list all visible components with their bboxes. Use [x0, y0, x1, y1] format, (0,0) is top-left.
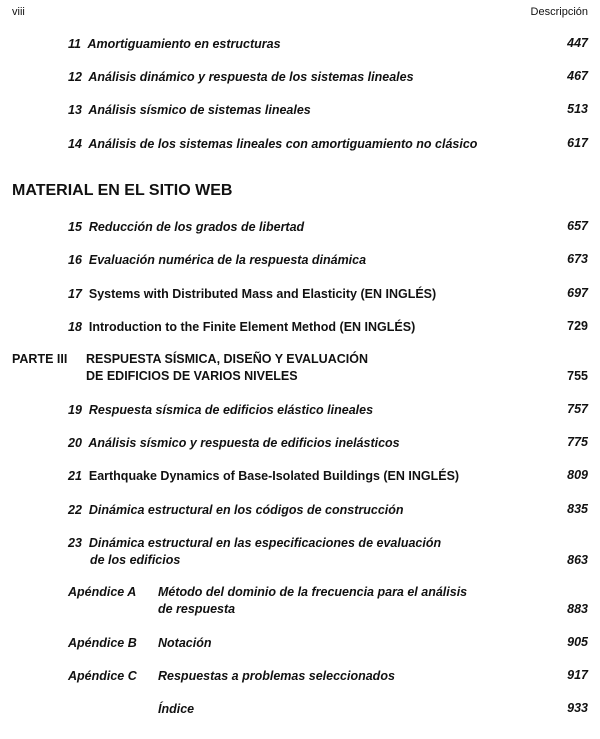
chapter-number: 23: [68, 536, 82, 550]
page-ref: 883: [567, 602, 588, 616]
page-ref: 835: [567, 502, 588, 516]
index-title[interactable]: Índice: [158, 702, 195, 716]
chapter-number: 21: [68, 469, 82, 483]
chapter-number: 11: [68, 37, 81, 51]
chapter-number: 18: [68, 320, 82, 334]
page-ref: 755: [567, 369, 588, 383]
toc-entry-22[interactable]: [68, 502, 404, 519]
toc-entry-11[interactable]: [68, 36, 281, 53]
chapter-number: 16: [68, 253, 82, 267]
page-ref: 917: [567, 668, 588, 682]
part-title-line1: RESPUESTA SÍSMICA, DISEÑO Y EVALUACIÓN: [86, 352, 368, 366]
chapter-title-continued: de los edificios: [90, 553, 181, 567]
chapter-number: 20: [68, 436, 82, 450]
appendix-a-title[interactable]: Método del dominio de la frecuencia para el análisis: [158, 585, 468, 599]
page-ref: 617: [567, 136, 588, 150]
toc-entry-13[interactable]: [68, 102, 311, 119]
part-label: PARTE III: [12, 352, 68, 366]
appendix-c-label: Apéndice C: [68, 669, 137, 683]
chapter-number: 19: [68, 403, 82, 417]
toc-entry-14[interactable]: [68, 136, 477, 153]
page-number: viii: [12, 6, 25, 18]
chapter-title: Dinámica estructural en los códigos de construcción: [88, 503, 404, 517]
page-ref: 863: [567, 553, 588, 567]
chapter-title: Introduction to the Finite Element Method (EN INGLÉS): [88, 320, 416, 334]
toc-entry-16[interactable]: [68, 252, 366, 269]
section-title: MATERIAL EN EL SITIO WEB: [12, 182, 233, 199]
appendix-a-label: Apéndice A: [68, 585, 137, 599]
page-ref: 697: [567, 286, 588, 300]
toc-entry-17[interactable]: [68, 286, 436, 303]
toc-entry-23[interactable]: [68, 535, 441, 552]
toc-entry-21[interactable]: [68, 468, 459, 485]
chapter-number: 17: [68, 287, 82, 301]
page-ref: 757: [567, 402, 588, 416]
page-ref: 729: [567, 319, 588, 333]
chapter-title: Reducción de los grados de libertad: [88, 220, 305, 234]
chapter-title: Análisis dinámico y respuesta de los sistemas lineales: [88, 70, 414, 84]
chapter-title: Systems with Distributed Mass and Elasticity (EN INGLÉS): [88, 287, 437, 301]
page-ref: 513: [567, 102, 588, 116]
chapter-title: Análisis de los sistemas lineales con amortiguamiento no clásico: [88, 137, 478, 151]
chapter-title: Respuesta sísmica de edificios elástico lineales: [88, 403, 374, 417]
toc-entry-15[interactable]: [68, 219, 304, 236]
page-ref: 809: [567, 468, 588, 482]
chapter-title: Evaluación numérica de la respuesta dinámica: [88, 253, 367, 267]
appendix-b-title[interactable]: Notación: [158, 636, 212, 650]
chapter-number: 22: [68, 503, 82, 517]
appendix-a-title-continued: de respuesta: [158, 602, 236, 616]
page-ref: 775: [567, 435, 588, 449]
chapter-title: Análisis sísmico y respuesta de edificios inelásticos: [88, 436, 400, 450]
chapter-number: 12: [68, 70, 82, 84]
page-ref: 467: [567, 69, 588, 83]
page-ref: 657: [567, 219, 588, 233]
chapter-title: Amortiguamiento en estructuras: [87, 37, 281, 51]
page-ref: 905: [567, 635, 588, 649]
toc-entry-20[interactable]: [68, 435, 400, 452]
chapter-title: Análisis sísmico de sistemas lineales: [88, 103, 311, 117]
chapter-number: 15: [68, 220, 82, 234]
chapter-title: Dinámica estructural en las especificaciones de evaluación: [88, 536, 442, 550]
chapter-title: Earthquake Dynamics of Base-Isolated Buildings (EN INGLÉS): [88, 469, 460, 483]
chapter-number: 14: [68, 137, 82, 151]
chapter-number: 13: [68, 103, 82, 117]
appendix-c-title[interactable]: Respuestas a problemas seleccionados: [158, 669, 395, 683]
toc-entry-18[interactable]: [68, 319, 415, 336]
page-ref: 447: [567, 36, 588, 50]
appendix-b-label: Apéndice B: [68, 636, 137, 650]
page-ref: 933: [567, 701, 588, 715]
running-header: Descripción: [530, 6, 588, 18]
toc-entry-12[interactable]: [68, 69, 414, 86]
part-title-line2: DE EDIFICIOS DE VARIOS NIVELES: [86, 369, 298, 383]
page-ref: 673: [567, 252, 588, 266]
toc-entry-19[interactable]: [68, 402, 373, 419]
